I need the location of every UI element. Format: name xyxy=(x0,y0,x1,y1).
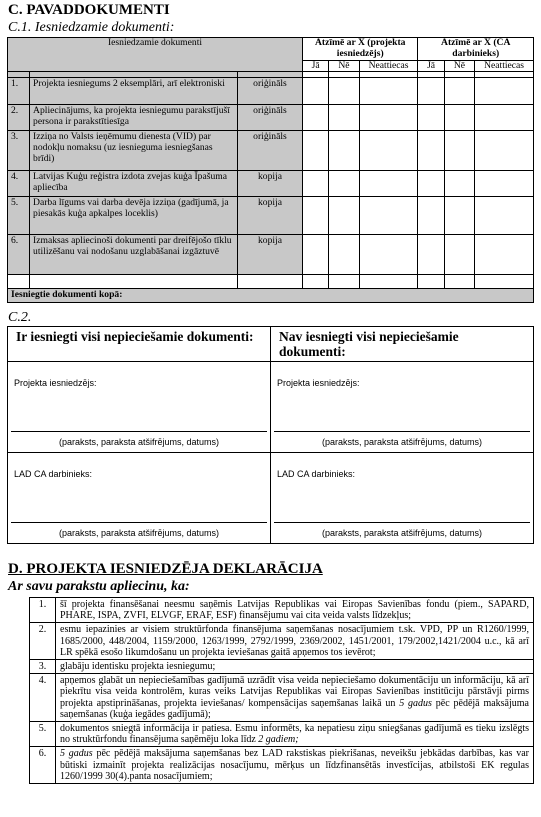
checkbox-cell[interactable] xyxy=(475,171,534,197)
checkbox-cell[interactable] xyxy=(329,171,359,197)
c1-heading: C.1. Iesniedzamie dokumenti: xyxy=(8,20,175,35)
total-row xyxy=(8,289,534,303)
table-row: 5. Darba līgums vai darba devēja izziņa (gadījumā, ja piesakās kuģa apkalpes loceklis) kopija xyxy=(8,197,534,235)
col-lad-header: Atzīmē ar X (CA darbinieks) xyxy=(418,38,534,61)
lad-label: LAD CA darbinieks: xyxy=(14,469,93,479)
checkbox-cell[interactable] xyxy=(359,235,418,275)
checkbox-cell[interactable] xyxy=(303,275,329,289)
signature-line xyxy=(11,522,267,523)
table-row: 1. Projekta iesniegums 2 eksemplāri, arī elektroniski oriģināls xyxy=(8,78,534,105)
checkbox-cell[interactable] xyxy=(418,105,444,131)
sub-no-2: Nē xyxy=(444,60,474,72)
submitted-all-header: Ir iesniegti visi nepieciešamie dokumenti: xyxy=(8,327,271,362)
checkbox-cell[interactable] xyxy=(444,275,474,289)
checkbox-cell[interactable] xyxy=(303,105,329,131)
section-d-heading: D. PROJEKTA IESNIEDZĒJA DEKLARĀCIJA xyxy=(8,561,323,577)
table-row xyxy=(8,275,534,289)
checkbox-cell[interactable] xyxy=(359,197,418,235)
table-row: 3. Izziņa no Valsts ieņēmumu dienesta (VID) par nodokļu nomaksu (uz iesnieguma iesniegšanas brīdi) oriģināls xyxy=(8,131,534,171)
checkbox-cell[interactable] xyxy=(329,105,359,131)
checkbox-cell[interactable] xyxy=(444,131,474,171)
signature-caption: (paraksts, paraksta atšifrējums, datums) xyxy=(321,437,483,447)
declaration-table xyxy=(29,597,534,784)
col-docs-header: Iesniedzamie dokumenti xyxy=(8,38,303,72)
checkbox-cell[interactable] xyxy=(418,78,444,105)
checkbox-cell[interactable] xyxy=(475,78,534,105)
checkbox-cell[interactable] xyxy=(418,235,444,275)
sub-na-2: Neattiecas xyxy=(475,60,534,72)
sub-no-1: Nē xyxy=(329,60,359,72)
declaration-item: 2. esmu iepazinies ar visiem struktūrfonda finansējuma saņemšanas nosacījumiem t.sk. VPD, PP un R1260/1999, 1685/2000, 448/2004, 1159/2000, 1263/1999, 2792/1999, 2369/2002, 1451/2001, 179/2002,1421/2004 u.c., kā arī LR spēkā esošo likumdošanu un projekta ieviešanas gaitā apņemos tos ievērot; xyxy=(30,623,534,660)
checkbox-cell[interactable] xyxy=(303,78,329,105)
checkbox-cell[interactable] xyxy=(418,171,444,197)
lad-label: LAD CA darbinieks: xyxy=(277,469,356,479)
checkbox-cell[interactable] xyxy=(359,105,418,131)
applicant-signature-right[interactable] xyxy=(271,362,534,453)
not-submitted-all-header: Nav iesniegti visi nepieciešamie dokumenti: xyxy=(271,327,534,362)
lad-signature-right[interactable] xyxy=(271,453,534,544)
checkbox-cell[interactable] xyxy=(329,197,359,235)
checkbox-cell[interactable] xyxy=(329,235,359,275)
declaration-item: 1. šī projekta finansēšanai neesmu saņēmis Latvijas Republikas vai Eiropas Savienības fondu (piem., SAPARD, PHARE, ISPA, ZVFI, ELVGF, ERAF, ESF) finansējumu vai cita veida valsts līdzekļus; xyxy=(30,598,534,623)
checkbox-cell[interactable] xyxy=(444,235,474,275)
checkbox-cell[interactable] xyxy=(303,171,329,197)
checkbox-cell[interactable] xyxy=(475,275,534,289)
sub-yes-2: Jā xyxy=(418,60,444,72)
signature-line xyxy=(274,522,530,523)
checkbox-cell[interactable] xyxy=(444,105,474,131)
checkbox-cell[interactable] xyxy=(359,131,418,171)
checkbox-cell[interactable] xyxy=(444,78,474,105)
documents-table xyxy=(7,37,534,303)
applicant-signature-left[interactable] xyxy=(8,362,271,453)
signature-table xyxy=(7,326,534,544)
c2-heading: C.2. xyxy=(8,310,32,325)
signature-line xyxy=(274,431,530,432)
checkbox-cell[interactable] xyxy=(359,171,418,197)
section-c-heading: C. PAVADDOKUMENTI xyxy=(8,2,170,18)
checkbox-cell[interactable] xyxy=(329,78,359,105)
table-row: 6. Izmaksas apliecinoši dokumenti par dreifējošo tīklu utilizēšanu vai nodošanu uzglabāšanai izgāztuvē kopija xyxy=(8,235,534,275)
total-label: Iesniegtie dokumenti kopā: xyxy=(8,289,534,303)
col-applicant-header: Atzīmē ar X (projekta iesniedzējs) xyxy=(303,38,418,61)
declaration-item: 3. glabāju identisku projekta iesniegumu; xyxy=(30,660,534,674)
sub-na-1: Neattiecas xyxy=(359,60,418,72)
signature-line xyxy=(11,431,267,432)
checkbox-cell[interactable] xyxy=(475,105,534,131)
checkbox-cell[interactable] xyxy=(418,131,444,171)
checkbox-cell[interactable] xyxy=(475,235,534,275)
checkbox-cell[interactable] xyxy=(418,275,444,289)
checkbox-cell[interactable] xyxy=(475,197,534,235)
table-row: 4. Latvijas Kuģu reģistra izdota zvejas kuģa Īpašuma apliecība kopija xyxy=(8,171,534,197)
signature-caption: (paraksts, paraksta atšifrējums, datums) xyxy=(321,528,483,538)
checkbox-cell[interactable] xyxy=(444,171,474,197)
checkbox-cell[interactable] xyxy=(329,131,359,171)
checkbox-cell[interactable] xyxy=(303,131,329,171)
checkbox-cell[interactable] xyxy=(359,275,418,289)
checkbox-cell[interactable] xyxy=(444,197,474,235)
checkbox-cell[interactable] xyxy=(359,78,418,105)
checkbox-cell[interactable] xyxy=(329,275,359,289)
signature-caption: (paraksts, paraksta atšifrējums, datums) xyxy=(58,528,220,538)
sub-yes-1: Jā xyxy=(303,60,329,72)
declaration-item: 4. apņemos glabāt un nepieciešamības gadījumā uzrādīt visa veida nepieciešamo dokumentāciju un informāciju, kā arī piekrītu visa veida kontrolēm, kuras veiks Latvijas Republikas vai Eiropas Savienības institūciju pārstāvji pirms projekta apstiprināšanas, projekta ieviešanas/ kompensācijas saņemšanas laikā un 5 gadus pēc pēdējā maksājuma saņemšanas (kuģa iegādes gadījumā); xyxy=(30,674,534,722)
applicant-label: Projekta iesniedzējs: xyxy=(14,378,97,388)
table-row: 2. Apliecinājums, ka projekta iesniegumu parakstījušī persona ir parakstītiesīga oriģināls xyxy=(8,105,534,131)
declaration-subheading: Ar savu parakstu apliecinu, ka: xyxy=(8,579,190,594)
checkbox-cell[interactable] xyxy=(418,197,444,235)
applicant-label: Projekta iesniedzējs: xyxy=(277,378,360,388)
checkbox-cell[interactable] xyxy=(303,235,329,275)
declaration-item: 5. dokumentos sniegtā informācija ir patiesa. Esmu informēts, ka nepatiesu ziņu sniegšanas gadījumā es tieku izslēgts no struktūrfondu finansējuma saņēmēju loka līdz 2 gadiem; xyxy=(30,722,534,747)
lad-signature-left[interactable] xyxy=(8,453,271,544)
signature-caption: (paraksts, paraksta atšifrējums, datums) xyxy=(58,437,220,447)
checkbox-cell[interactable] xyxy=(475,131,534,171)
declaration-item: 6. 5 gadus pēc pēdējā maksājuma saņemšanas bez LAD rakstiskas piekrišanas, neveikšu jebkādas darbības, kas var būtiski izmainīt projekta realizācijas nosacījumu, mērķus un līdzfinansētās investīcijas, atbilstoši EK regulas 1260/1999 30(4).panta nosacījumiem; xyxy=(30,747,534,784)
checkbox-cell[interactable] xyxy=(303,197,329,235)
